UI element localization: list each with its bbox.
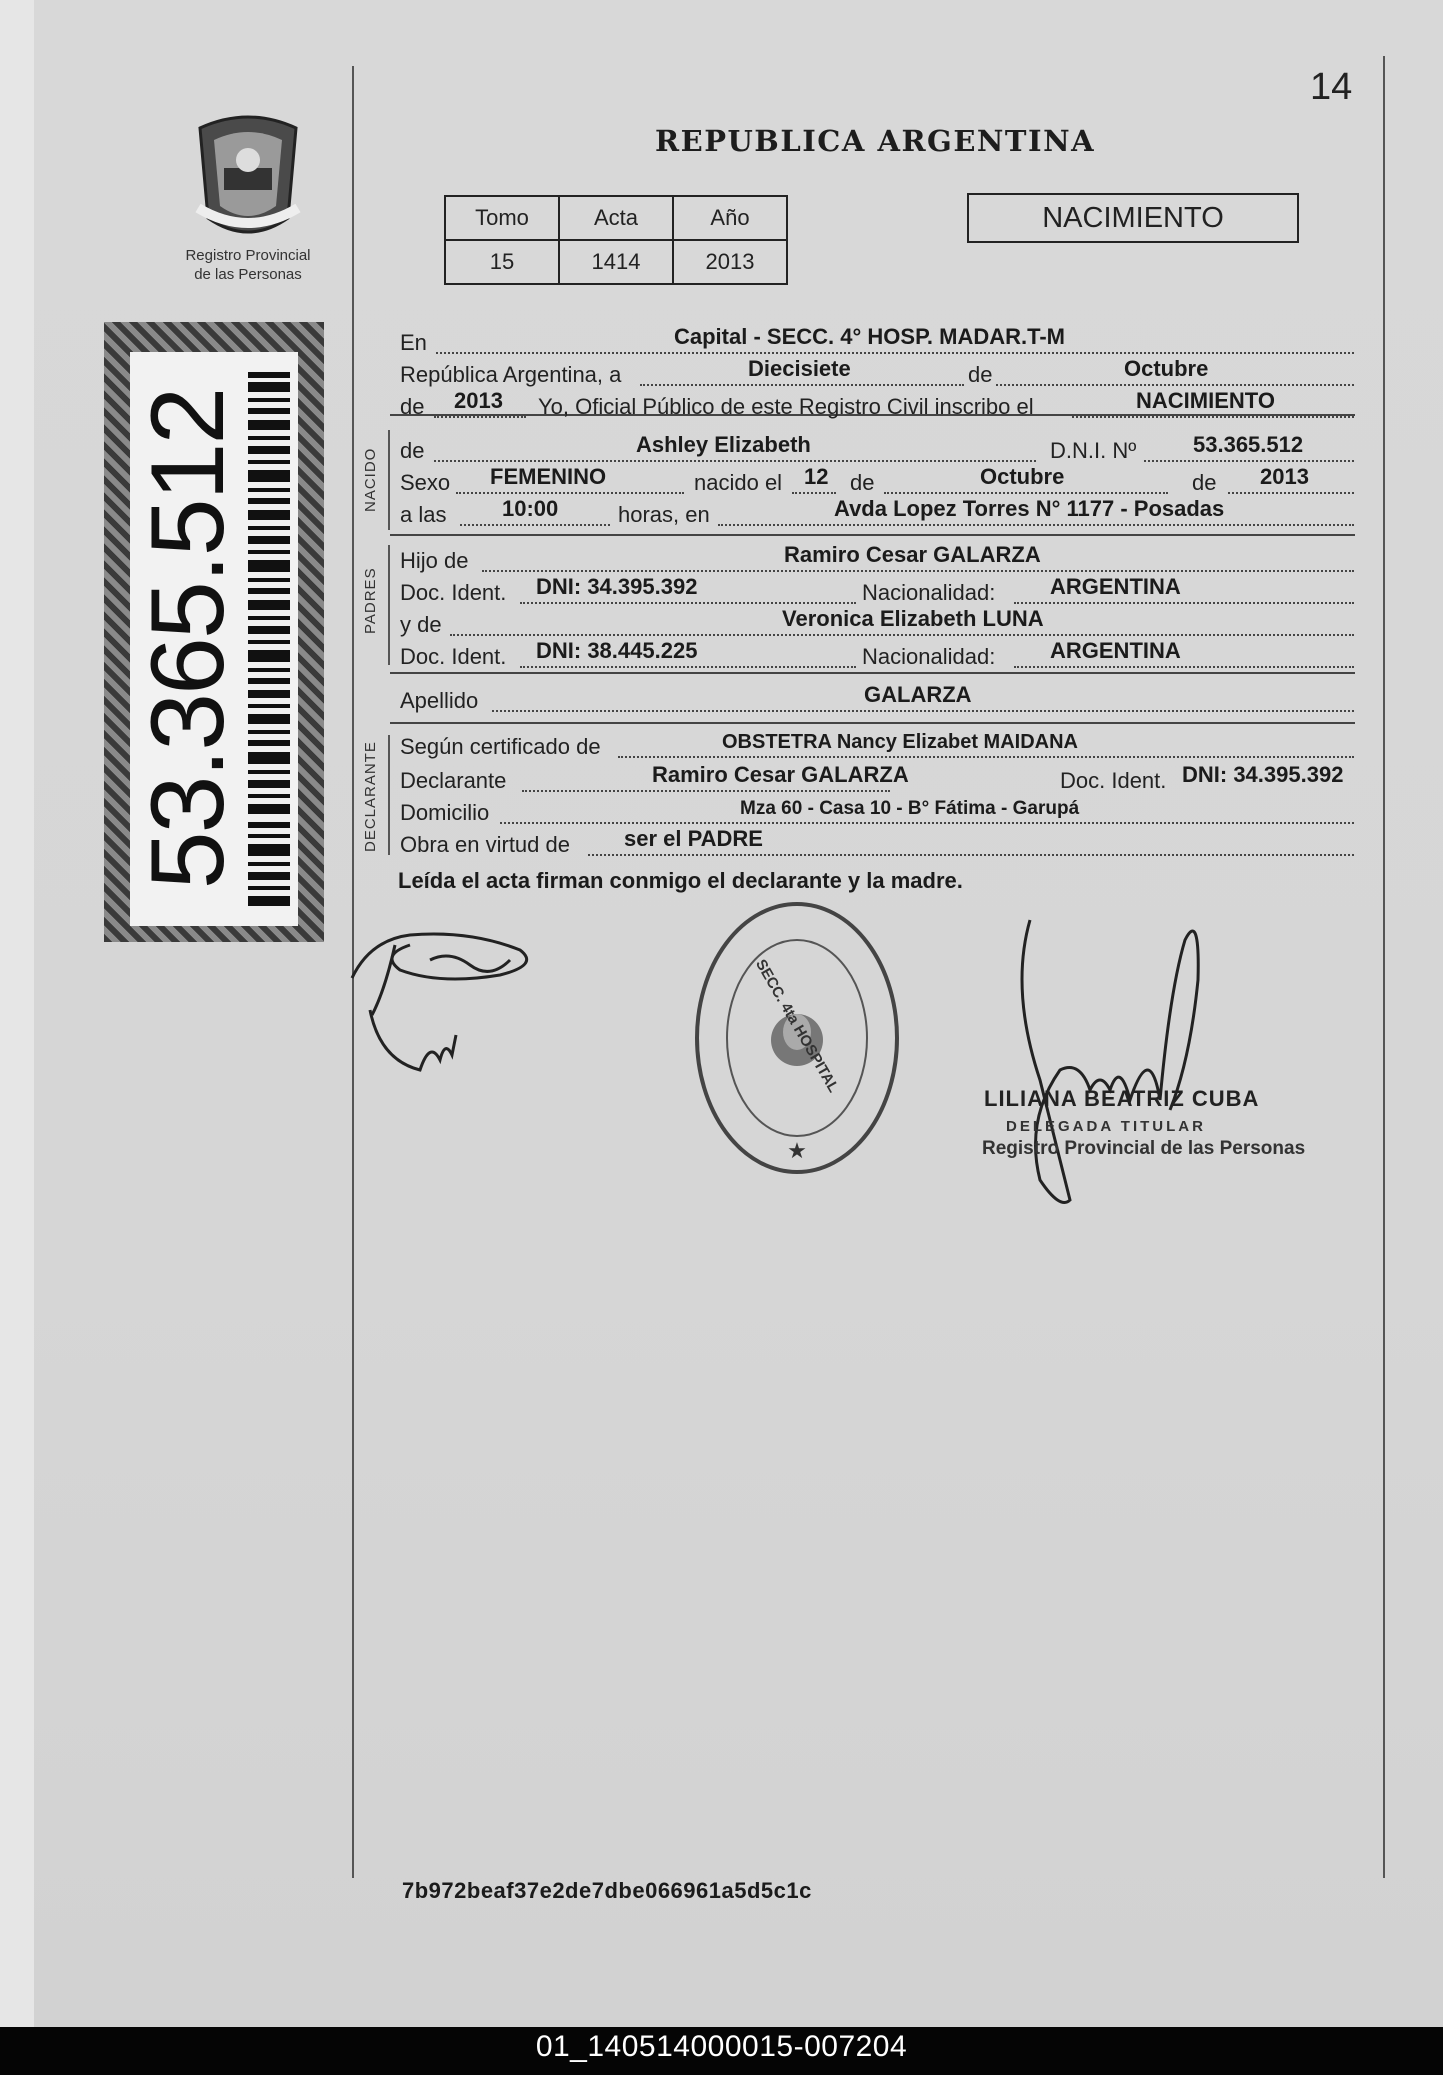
- value-domicilio: Mza 60 - Casa 10 - B° Fátima - Garupá: [740, 798, 1080, 819]
- value-madre: Veronica Elizabeth LUNA: [782, 606, 1044, 631]
- header-anio: Año: [673, 196, 787, 240]
- stamp-text: SECC. 4ta HOSPITAL: [751, 956, 843, 1096]
- value-obra: ser el PADRE: [624, 826, 763, 851]
- label-a-las: a las: [400, 502, 447, 527]
- label-de: de: [968, 362, 993, 387]
- label-dni: D.N.I. Nº: [1050, 438, 1137, 463]
- value-declarante-dni: DNI: 34.395.392: [1182, 762, 1344, 787]
- official-org: Registro Provincial de las Personas: [982, 1138, 1306, 1159]
- declarant-signature: [352, 934, 527, 1070]
- label-domicilio: Domicilio: [400, 800, 490, 825]
- label-apellido: Apellido: [400, 688, 479, 713]
- value-padre-dni: DNI: 34.395.392: [536, 574, 698, 599]
- label-republica: República Argentina, a: [400, 362, 622, 387]
- header-acta: Acta: [559, 196, 673, 240]
- value-acta: 1414: [559, 240, 673, 284]
- label-doc-ident: Doc. Ident.: [400, 580, 507, 605]
- value-sexo: FEMENINO: [490, 464, 607, 489]
- label-y-de: y de: [400, 612, 442, 637]
- value-declarante: Ramiro Cesar GALARZA: [652, 762, 909, 787]
- official-signature: [1022, 920, 1198, 1203]
- value-dni: 53.365.512: [1193, 432, 1304, 457]
- page-number: 14: [1310, 66, 1353, 108]
- official-name: LILIANA BEATRIZ CUBA: [984, 1086, 1260, 1111]
- label-segun: Según certificado de: [400, 734, 601, 759]
- label-sexo: Sexo: [400, 470, 451, 495]
- label-de-2: de: [400, 394, 425, 419]
- value-tomo: 15: [445, 240, 559, 284]
- document-title: REPUBLICA ARGENTINA: [655, 124, 1096, 158]
- barcode-number: 53.365.512: [130, 388, 246, 890]
- value-anio: 2013: [454, 388, 503, 413]
- label-de-3: de: [400, 438, 425, 463]
- value-hora: 10:00: [502, 496, 559, 521]
- value-padre: Ramiro Cesar GALARZA: [784, 542, 1041, 567]
- footer-id: 01_140514000015-007204: [535, 2030, 908, 2063]
- value-padre-nac: ARGENTINA: [1050, 574, 1181, 599]
- document-hash: 7b972beaf37e2de7dbe066961a5d5c1c: [402, 1878, 812, 1903]
- label-de-5: de: [1192, 470, 1217, 495]
- logo-caption-line-1: Registro Provincial: [185, 247, 311, 264]
- value-nombre: Ashley Elizabeth: [636, 432, 811, 457]
- record-type-box: NACIMIENTO: [967, 193, 1299, 243]
- official-role: DELEGADA TITULAR: [1006, 1118, 1206, 1135]
- value-certificado: OBSTETRA Nancy Elizabet MAIDANA: [722, 731, 1078, 753]
- label-doc-ident-2: Doc. Ident.: [400, 644, 507, 669]
- section-label-nacido: NACIDO: [362, 447, 379, 512]
- value-dia-letras: Diecisiete: [748, 356, 851, 381]
- value-mes-nac: Octubre: [980, 464, 1065, 489]
- section-label-declarante: DECLARANTE: [362, 741, 379, 852]
- label-de-4: de: [850, 470, 875, 495]
- value-lugar: Capital - SECC. 4° HOSP. MADAR.T-M: [674, 324, 1065, 349]
- value-anio: 2013: [673, 240, 787, 284]
- value-anio-nac: 2013: [1260, 464, 1309, 489]
- value-acto: NACIMIENTO: [1136, 388, 1275, 413]
- label-doc-ident-3: Doc. Ident.: [1060, 768, 1167, 793]
- svg-text:★: ★: [787, 1138, 807, 1163]
- label-nacido-el: nacido el: [694, 470, 783, 495]
- label-nacionalidad-2: Nacionalidad:: [862, 644, 996, 669]
- value-mes: Octubre: [1124, 356, 1209, 381]
- label-hijo-de: Hijo de: [400, 548, 469, 573]
- header-tomo: Tomo: [445, 196, 559, 240]
- closing-statement: Leída el acta firman conmigo el declarante y la madre.: [398, 868, 963, 893]
- label-declarante: Declarante: [400, 768, 507, 793]
- value-madre-dni: DNI: 38.445.225: [536, 638, 698, 663]
- logo-caption-line-2: de las Personas: [194, 266, 302, 283]
- value-lugar-nac: Avda Lopez Torres N° 1177 - Posadas: [834, 496, 1225, 521]
- label-en: En: [400, 330, 427, 355]
- label-horas-en: horas, en: [618, 502, 710, 527]
- label-yo: Yo, Oficial Público de este Registro Civil inscribo el: [538, 394, 1034, 419]
- label-nacionalidad: Nacionalidad:: [862, 580, 996, 605]
- value-apellido: GALARZA: [864, 682, 972, 707]
- label-obra: Obra en virtud de: [400, 832, 570, 857]
- value-dia-nac: 12: [804, 464, 829, 489]
- section-label-padres: PADRES: [362, 567, 379, 634]
- value-madre-nac: ARGENTINA: [1050, 638, 1181, 663]
